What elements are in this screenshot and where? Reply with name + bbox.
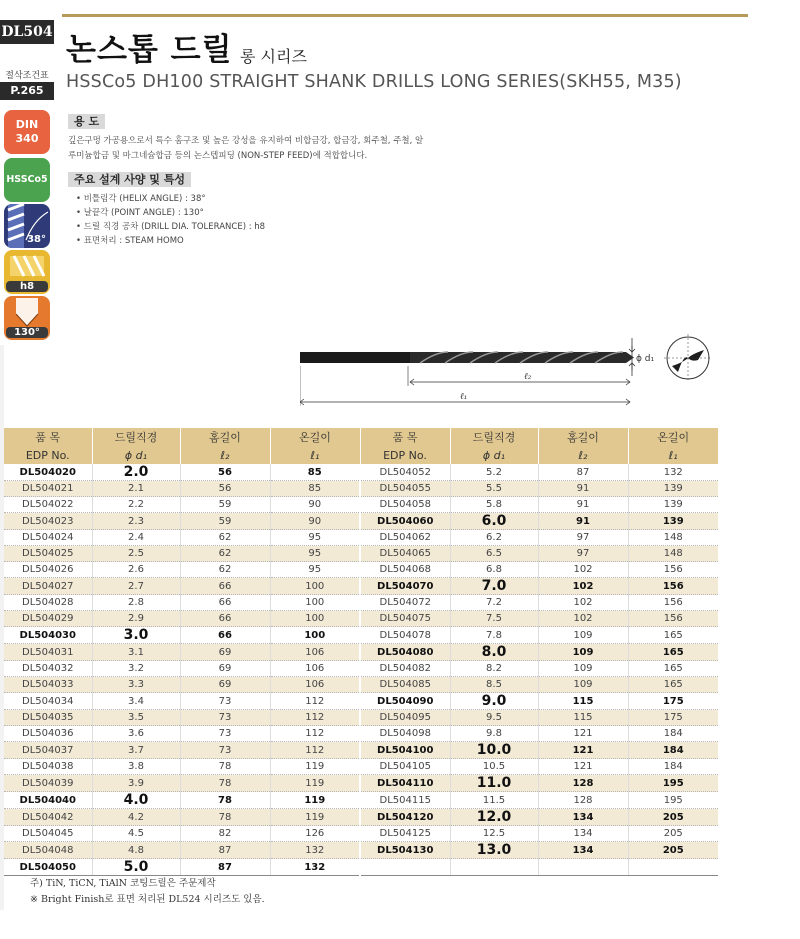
cell-diameter: 2.5 (92, 546, 180, 562)
cell-overall: 90 (270, 497, 360, 513)
cell-diameter: 3.7 (92, 742, 180, 759)
table-row (4, 742, 718, 759)
cell-diameter: 2.1 (92, 481, 180, 497)
cell-edp: DL504068 (360, 562, 450, 578)
table-row (4, 775, 718, 792)
usage-heading: 용 도 (68, 114, 105, 129)
page-reference-link[interactable]: P.265 (0, 82, 54, 100)
overall-length-label: ℓ₁ (460, 392, 468, 402)
product-table (4, 428, 718, 876)
table-row (4, 595, 718, 611)
table-body (4, 464, 718, 876)
cell-flute: 69 (180, 661, 270, 677)
cell-edp: DL504055 (360, 481, 450, 497)
bright-finish-note: ※ Bright Finish로 표면 처리된 DL524 시리즈도 있음. (30, 894, 265, 905)
table-row (4, 710, 718, 726)
cell-diameter: 3.5 (92, 710, 180, 726)
cell-diameter: 3.0 (92, 627, 180, 644)
product-code: DL504 (0, 20, 54, 44)
cell-overall: 119 (270, 792, 360, 809)
cell-flute: 91 (538, 497, 628, 513)
cell-flute: 102 (538, 562, 628, 578)
cell-edp: DL504120 (360, 809, 450, 826)
material-badge-text: HSSCo5 (6, 174, 48, 185)
cell-flute: 128 (538, 775, 628, 792)
english-title: HSSCo5 DH100 STRAIGHT SHANK DRILLS LONG SERIES(SKH55, M35) (66, 72, 682, 92)
cell-diameter: 8.5 (450, 677, 538, 693)
cell-edp: DL504020 (4, 464, 92, 481)
cell-flute: 128 (538, 792, 628, 809)
cell-diameter: 5.2 (450, 464, 538, 481)
cell-overall: 132 (628, 464, 718, 481)
spec-item: • 드릴 직경 공차 (DRILL DIA. TOLERANCE) : h8 (76, 220, 265, 234)
cell-flute: 78 (180, 775, 270, 792)
tolerance-badge-text: h8 (6, 281, 48, 292)
cutting-condition-label: 절삭조건표 (5, 71, 49, 81)
table-row (4, 809, 718, 826)
cell-diameter: 12.5 (450, 826, 538, 842)
cell-diameter: 6.5 (450, 546, 538, 562)
cell-flute: 59 (180, 513, 270, 530)
cell-edp: DL504098 (360, 726, 450, 742)
cell-diameter: 12.0 (450, 809, 538, 826)
table-row (4, 497, 718, 513)
cell-diameter: 3.2 (92, 661, 180, 677)
cell-overall: 132 (270, 859, 360, 876)
cell-diameter: 11.0 (450, 775, 538, 792)
cell-overall: 205 (628, 842, 718, 859)
cell-edp: DL504048 (4, 842, 92, 859)
cell-flute: 73 (180, 726, 270, 742)
cell-flute: 121 (538, 726, 628, 742)
col-diameter: 드릴직경 (92, 428, 180, 446)
cell-edp: DL504031 (4, 644, 92, 661)
col-overall: 온길이 (628, 428, 718, 446)
cell-diameter: 9.8 (450, 726, 538, 742)
cell-overall: 184 (628, 742, 718, 759)
cell-diameter: 3.6 (92, 726, 180, 742)
cell-diameter: 4.0 (92, 792, 180, 809)
usage-text: 깊은구멍 가공용으로서 특수 홈구조 및 높은 강성을 유지하여 비합금강, 합금강, 회주철, 주철, 알루미늄합금 및 마그네슘합금 등의 논스텝피딩 (NON-STEP FEED)에 적합합니다. (68, 136, 424, 161)
cell-flute: 87 (180, 842, 270, 859)
din-badge-text: DIN 340 (15, 118, 39, 145)
specs-heading: 주요 설계 사양 및 특성 (68, 172, 191, 187)
table-row (4, 530, 718, 546)
cell-overall: 139 (628, 481, 718, 497)
table-row (4, 826, 718, 842)
material-badge (4, 158, 50, 202)
table-row (4, 644, 718, 661)
cell-diameter: 11.5 (450, 792, 538, 809)
cell-diameter: 7.2 (450, 595, 538, 611)
table-row (4, 464, 718, 481)
table-row (4, 726, 718, 742)
tolerance-badge (4, 250, 50, 294)
point-angle-badge (4, 296, 50, 340)
cell-overall: 205 (628, 809, 718, 826)
cell-diameter: 2.6 (92, 562, 180, 578)
cell-edp: DL504115 (360, 792, 450, 809)
col-overall: 온길이 (270, 428, 360, 446)
cell-overall: 156 (628, 611, 718, 627)
cell-edp: DL504036 (4, 726, 92, 742)
cell-flute: 69 (180, 644, 270, 661)
cell-edp: DL504090 (360, 693, 450, 710)
cell-edp: DL504060 (360, 513, 450, 530)
cell-diameter: 9.5 (450, 710, 538, 726)
cell-edp: DL504045 (4, 826, 92, 842)
helix-badge-text: 38° (27, 234, 46, 245)
cell-diameter: 9.0 (450, 693, 538, 710)
col-edp: EDP No. (360, 446, 450, 464)
cell-edp: DL504022 (4, 497, 92, 513)
helix-angle-badge (4, 204, 50, 248)
cell-flute: 82 (180, 826, 270, 842)
cell-flute: 78 (180, 809, 270, 826)
cell-overall: 119 (270, 775, 360, 792)
empty-cell (628, 859, 718, 876)
cell-diameter: 4.5 (92, 826, 180, 842)
cell-flute: 62 (180, 562, 270, 578)
cell-diameter: 13.0 (450, 842, 538, 859)
table-subheader-row (4, 446, 718, 464)
cell-edp: DL504062 (360, 530, 450, 546)
page-subtitle: 롱 시리즈 (240, 47, 307, 66)
cell-flute: 109 (538, 644, 628, 661)
cell-diameter: 7.8 (450, 627, 538, 644)
cell-edp: DL504085 (360, 677, 450, 693)
col-diameter-symbol: ϕ d₁ (92, 446, 180, 464)
cell-flute: 97 (538, 546, 628, 562)
cell-diameter: 3.1 (92, 644, 180, 661)
cell-diameter: 3.4 (92, 693, 180, 710)
cell-overall: 165 (628, 677, 718, 693)
table-row (4, 693, 718, 710)
cell-edp: DL504023 (4, 513, 92, 530)
col-item: 품 목 (4, 428, 92, 446)
cell-flute: 56 (180, 464, 270, 481)
header-rule (62, 14, 748, 17)
table-row (4, 546, 718, 562)
cell-edp: DL504095 (360, 710, 450, 726)
cell-diameter: 2.7 (92, 578, 180, 595)
cell-overall: 184 (628, 726, 718, 742)
table-row (4, 842, 718, 859)
cell-flute: 91 (538, 481, 628, 497)
spec-item: • 비틀림각 (HELIX ANGLE) : 38° (76, 192, 265, 206)
cell-overall: 100 (270, 595, 360, 611)
cell-diameter: 5.5 (450, 481, 538, 497)
cell-diameter: 6.2 (450, 530, 538, 546)
cell-overall: 100 (270, 627, 360, 644)
cell-edp: DL504037 (4, 742, 92, 759)
cell-flute: 73 (180, 693, 270, 710)
cell-flute: 102 (538, 611, 628, 627)
cell-overall: 205 (628, 826, 718, 842)
cell-flute: 56 (180, 481, 270, 497)
cell-overall: 106 (270, 677, 360, 693)
cell-diameter: 2.9 (92, 611, 180, 627)
cell-overall: 112 (270, 726, 360, 742)
cell-edp: DL504032 (4, 661, 92, 677)
cell-edp: DL504033 (4, 677, 92, 693)
cell-overall: 132 (270, 842, 360, 859)
col-diameter-symbol: ϕ d₁ (450, 446, 538, 464)
cell-flute: 66 (180, 595, 270, 611)
cell-flute: 97 (538, 530, 628, 546)
cell-edp: DL504130 (360, 842, 450, 859)
empty-cell (538, 859, 628, 876)
cell-diameter: 6.0 (450, 513, 538, 530)
cell-diameter: 2.8 (92, 595, 180, 611)
cell-flute: 134 (538, 842, 628, 859)
cell-overall: 165 (628, 644, 718, 661)
cell-flute: 115 (538, 693, 628, 710)
cell-edp: DL504024 (4, 530, 92, 546)
cell-edp: DL504078 (360, 627, 450, 644)
table-row (4, 562, 718, 578)
cell-flute: 91 (538, 513, 628, 530)
cell-overall: 156 (628, 562, 718, 578)
table-row (4, 481, 718, 497)
cell-edp: DL504030 (4, 627, 92, 644)
cell-flute: 66 (180, 578, 270, 595)
cell-edp: DL504080 (360, 644, 450, 661)
cell-edp: DL504125 (360, 826, 450, 842)
cell-overall: 184 (628, 759, 718, 775)
cell-overall: 106 (270, 661, 360, 677)
point-badge-text: 130° (6, 327, 48, 338)
cell-flute: 102 (538, 578, 628, 595)
table-header-row (4, 428, 718, 446)
cell-flute: 134 (538, 826, 628, 842)
table-row (4, 627, 718, 644)
cell-edp: DL504029 (4, 611, 92, 627)
cell-diameter: 2.2 (92, 497, 180, 513)
page-title: 논스톱 드릴 (66, 32, 233, 68)
cell-overall: 139 (628, 513, 718, 530)
cell-overall: 100 (270, 578, 360, 595)
cell-flute: 109 (538, 627, 628, 644)
footnotes (30, 876, 265, 908)
cell-edp: DL504035 (4, 710, 92, 726)
spec-item: • 날끝각 (POINT ANGLE) : 130° (76, 206, 265, 220)
cell-overall: 195 (628, 775, 718, 792)
cell-diameter: 4.2 (92, 809, 180, 826)
cell-diameter: 6.8 (450, 562, 538, 578)
cell-overall: 85 (270, 481, 360, 497)
col-flute-symbol: ℓ₂ (180, 446, 270, 464)
col-flute-symbol: ℓ₂ (538, 446, 628, 464)
table-row (4, 677, 718, 693)
cell-overall: 195 (628, 792, 718, 809)
cell-diameter: 8.2 (450, 661, 538, 677)
cell-edp: DL504065 (360, 546, 450, 562)
col-diameter: 드릴직경 (450, 428, 538, 446)
col-flute: 홈길이 (180, 428, 270, 446)
cell-flute: 73 (180, 742, 270, 759)
col-overall-symbol: ℓ₁ (628, 446, 718, 464)
table-row (4, 859, 718, 876)
specs-list (76, 192, 265, 248)
cell-overall: 175 (628, 710, 718, 726)
cell-flute: 115 (538, 710, 628, 726)
cell-flute: 87 (538, 464, 628, 481)
cell-overall: 156 (628, 578, 718, 595)
cell-flute: 109 (538, 677, 628, 693)
cell-edp: DL504052 (360, 464, 450, 481)
flute-length-label: ℓ₂ (524, 372, 532, 382)
cell-overall: 95 (270, 546, 360, 562)
cell-overall: 106 (270, 644, 360, 661)
cell-edp: DL504050 (4, 859, 92, 876)
cell-overall: 165 (628, 627, 718, 644)
cell-overall: 148 (628, 530, 718, 546)
cell-diameter: 8.0 (450, 644, 538, 661)
empty-cell (450, 859, 538, 876)
cell-edp: DL504038 (4, 759, 92, 775)
cell-flute: 73 (180, 710, 270, 726)
cell-overall: 165 (628, 661, 718, 677)
cell-flute: 78 (180, 792, 270, 809)
cell-flute: 59 (180, 497, 270, 513)
cell-overall: 112 (270, 742, 360, 759)
cell-overall: 148 (628, 546, 718, 562)
cell-edp: DL504110 (360, 775, 450, 792)
cell-flute: 87 (180, 859, 270, 876)
col-flute: 홈길이 (538, 428, 628, 446)
cell-diameter: 2.0 (92, 464, 180, 481)
cell-edp: DL504028 (4, 595, 92, 611)
cell-overall: 95 (270, 530, 360, 546)
cell-flute: 109 (538, 661, 628, 677)
table-row (4, 513, 718, 530)
cell-diameter: 4.8 (92, 842, 180, 859)
drill-shank (300, 352, 410, 363)
empty-cell (360, 859, 450, 876)
cell-diameter: 3.9 (92, 775, 180, 792)
table-row (4, 611, 718, 627)
cell-flute: 66 (180, 611, 270, 627)
cell-overall: 119 (270, 809, 360, 826)
din-standard-badge (4, 110, 50, 154)
diameter-label: ϕ d₁ (636, 354, 655, 364)
cell-overall: 119 (270, 759, 360, 775)
cell-edp: DL504082 (360, 661, 450, 677)
cell-flute: 121 (538, 759, 628, 775)
table-row (4, 759, 718, 775)
col-overall-symbol: ℓ₁ (270, 446, 360, 464)
cell-edp: DL504025 (4, 546, 92, 562)
cell-overall: 126 (270, 826, 360, 842)
cell-edp: DL504072 (360, 595, 450, 611)
cell-diameter: 7.0 (450, 578, 538, 595)
cell-edp: DL504021 (4, 481, 92, 497)
cell-flute: 134 (538, 809, 628, 826)
cell-diameter: 3.8 (92, 759, 180, 775)
cell-diameter: 2.3 (92, 513, 180, 530)
cell-edp: DL504034 (4, 693, 92, 710)
cell-overall: 139 (628, 497, 718, 513)
cell-flute: 121 (538, 742, 628, 759)
cell-diameter: 7.5 (450, 611, 538, 627)
cell-flute: 78 (180, 759, 270, 775)
col-item: 품 목 (360, 428, 450, 446)
cell-edp: DL504058 (360, 497, 450, 513)
cell-flute: 69 (180, 677, 270, 693)
cell-edp: DL504026 (4, 562, 92, 578)
cell-edp: DL504070 (360, 578, 450, 595)
cell-diameter: 10.5 (450, 759, 538, 775)
cell-overall: 85 (270, 464, 360, 481)
cell-diameter: 5.0 (92, 859, 180, 876)
cell-flute: 66 (180, 627, 270, 644)
cell-edp: DL504040 (4, 792, 92, 809)
cell-overall: 90 (270, 513, 360, 530)
cell-edp: DL504105 (360, 759, 450, 775)
table-row (4, 578, 718, 595)
spec-item: • 표면처리 : STEAM HOMO (76, 234, 265, 248)
cell-flute: 102 (538, 595, 628, 611)
cell-diameter: 3.3 (92, 677, 180, 693)
cell-edp: DL504100 (360, 742, 450, 759)
cell-overall: 175 (628, 693, 718, 710)
drill-dimension-drawing (300, 330, 660, 410)
drill-tip-end-view (664, 332, 720, 388)
col-edp: EDP No. (4, 446, 92, 464)
cell-edp: DL504075 (360, 611, 450, 627)
cell-overall: 112 (270, 693, 360, 710)
cell-flute: 62 (180, 546, 270, 562)
cell-overall: 100 (270, 611, 360, 627)
cell-diameter: 5.8 (450, 497, 538, 513)
cell-flute: 62 (180, 530, 270, 546)
cell-diameter: 10.0 (450, 742, 538, 759)
cell-overall: 112 (270, 710, 360, 726)
cell-edp: DL504039 (4, 775, 92, 792)
cell-edp: DL504042 (4, 809, 92, 826)
cell-overall: 156 (628, 595, 718, 611)
cell-overall: 95 (270, 562, 360, 578)
cell-diameter: 2.4 (92, 530, 180, 546)
coating-note: 주) TiN, TiCN, TiAlN 코팅드릴은 주문제작 (30, 878, 216, 889)
table-row (4, 661, 718, 677)
cell-edp: DL504027 (4, 578, 92, 595)
table-row (4, 792, 718, 809)
